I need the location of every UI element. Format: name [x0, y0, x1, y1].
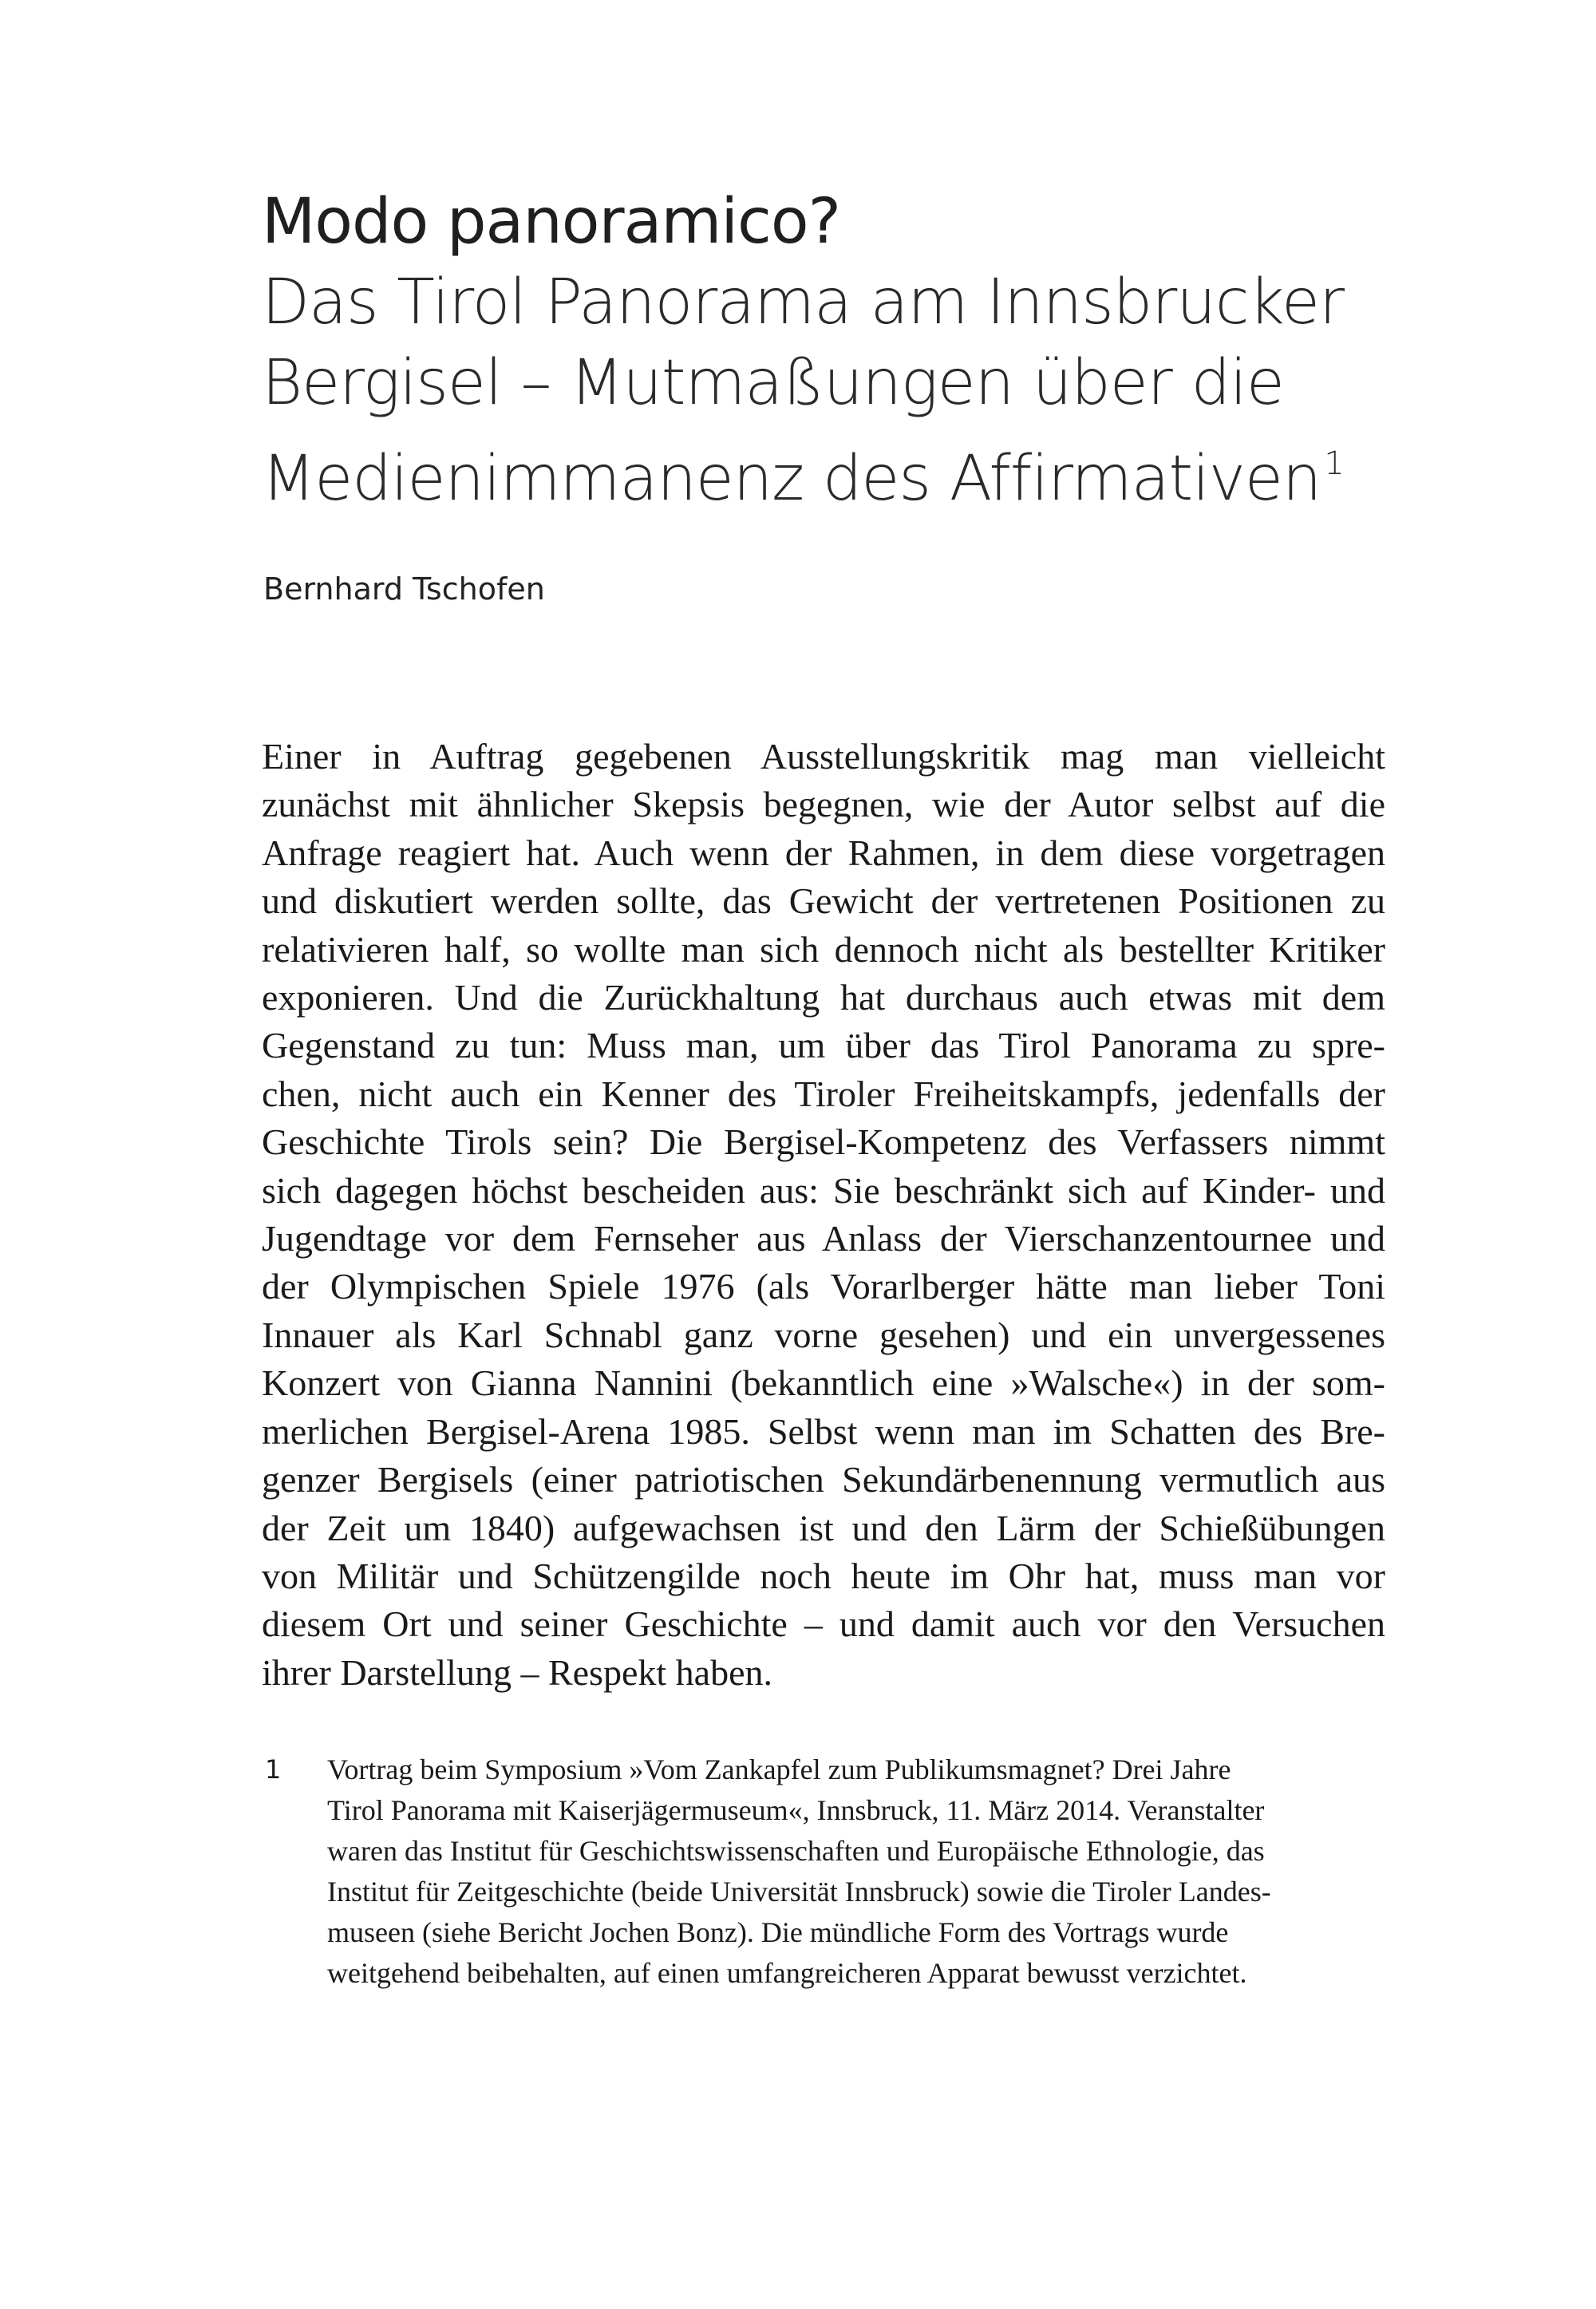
body-line: Innauer als Karl Schnabl ganz vorne gesehen) und ein unvergessenes — [262, 1314, 1385, 1355]
subtitle-text: Medienimmanenz des Affirmativen — [262, 443, 1321, 515]
body-line: Einer in Auftrag gegebenen Ausstellungskritik mag man vielleicht — [262, 736, 1385, 777]
footnote-reference[interactable]: 1 — [1324, 445, 1344, 482]
body-line: exponieren. Und die Zurückhaltung hat durchaus auch etwas mit dem — [262, 977, 1385, 1018]
body-line: merlichen Bergisel-Arena 1985. Selbst wenn man im Schatten des Bre- — [262, 1410, 1385, 1452]
body-line: Gegenstand zu tun: Muss man, um über das Tirol Panorama zu spre- — [262, 1025, 1385, 1066]
article-title — [262, 182, 1344, 520]
footnote-line: weitgehend beibehalten, auf einen umfangreicheren Apparat bewusst verzichtet. — [327, 1957, 1247, 1989]
body-line: diesem Ort und seiner Geschichte – und damit auch vor den Versuchen — [262, 1603, 1385, 1645]
subtitle-line-last — [262, 424, 1344, 520]
footnote-number: 1 — [265, 1754, 282, 1785]
title-main: Modo panoramico? — [262, 186, 841, 258]
footnote-line: waren das Institut für Geschichtswissenschaften und Europäische Ethnologie, das — [327, 1835, 1265, 1867]
body-line: chen, nicht auch ein Kenner des Tiroler Freiheitskampfs, jedenfalls der — [262, 1073, 1385, 1114]
body-text — [262, 733, 1385, 1697]
body-line: sich dagegen höchst bescheiden aus: Sie beschränkt sich auf Kinder- und — [262, 1169, 1385, 1211]
body-line: zunächst mit ähnlicher Skepsis begegnen, wie der Autor selbst auf die — [262, 784, 1385, 825]
body-line: Konzert von Gianna Nannini (bekanntlich eine »Walsche«) in der som- — [262, 1362, 1385, 1404]
body-line: der Olympischen Spiele 1976 (als Vorarlberger hätte man lieber Toni — [262, 1266, 1385, 1307]
body-line: und diskutiert werden sollte, das Gewicht der vertretenen Positionen zu — [262, 880, 1385, 922]
footnote-line: museen (siehe Bericht Jochen Bonz). Die mündliche Form des Vortrags wurde — [327, 1916, 1229, 1948]
body-line: genzer Bergisels (einer patriotischen Sekundärbenennung vermutlich aus — [262, 1459, 1385, 1500]
body-line: der Zeit um 1840) aufgewachsen ist und den Lärm der Schießübungen — [262, 1507, 1385, 1548]
footnote-line: Institut für Zeitgeschichte (beide Universität Innsbruck) sowie die Tiroler Landes- — [327, 1876, 1271, 1908]
footnote-line: Tirol Panorama mit Kaiserjägermuseum«, Innsbruck, 11. März 2014. Veranstalter — [327, 1794, 1265, 1826]
body-line: relativieren half, so wollte man sich dennoch nicht als bestellter Kritiker — [262, 928, 1385, 970]
body-line: von Militär und Schützengilde noch heute im Ohr hat, muss man vor — [262, 1555, 1385, 1596]
body-line: Geschichte Tirols sein? Die Bergisel-Kompetenz des Verfassers nimmt — [262, 1121, 1385, 1163]
body-line: Jugendtage vor dem Fernseher aus Anlass der Vierschanzentournee und — [262, 1218, 1385, 1259]
subtitle-line: Bergisel – Mutmaßungen über die — [262, 347, 1284, 419]
footnote-text — [327, 1750, 1396, 1994]
author-name: Bernhard Tschofen — [263, 571, 545, 607]
subtitle-line: Das Tirol Panorama am Innsbrucker — [262, 267, 1345, 338]
body-line: Anfrage reagiert hat. Auch wenn der Rahmen, in dem diese vorgetragen — [262, 832, 1385, 873]
body-line: ihrer Darstellung – Respekt haben. — [262, 1651, 772, 1693]
footnote-line: Vortrag beim Symposium »Vom Zankapfel zum Publikumsmagnet? Drei Jahre — [327, 1753, 1231, 1785]
